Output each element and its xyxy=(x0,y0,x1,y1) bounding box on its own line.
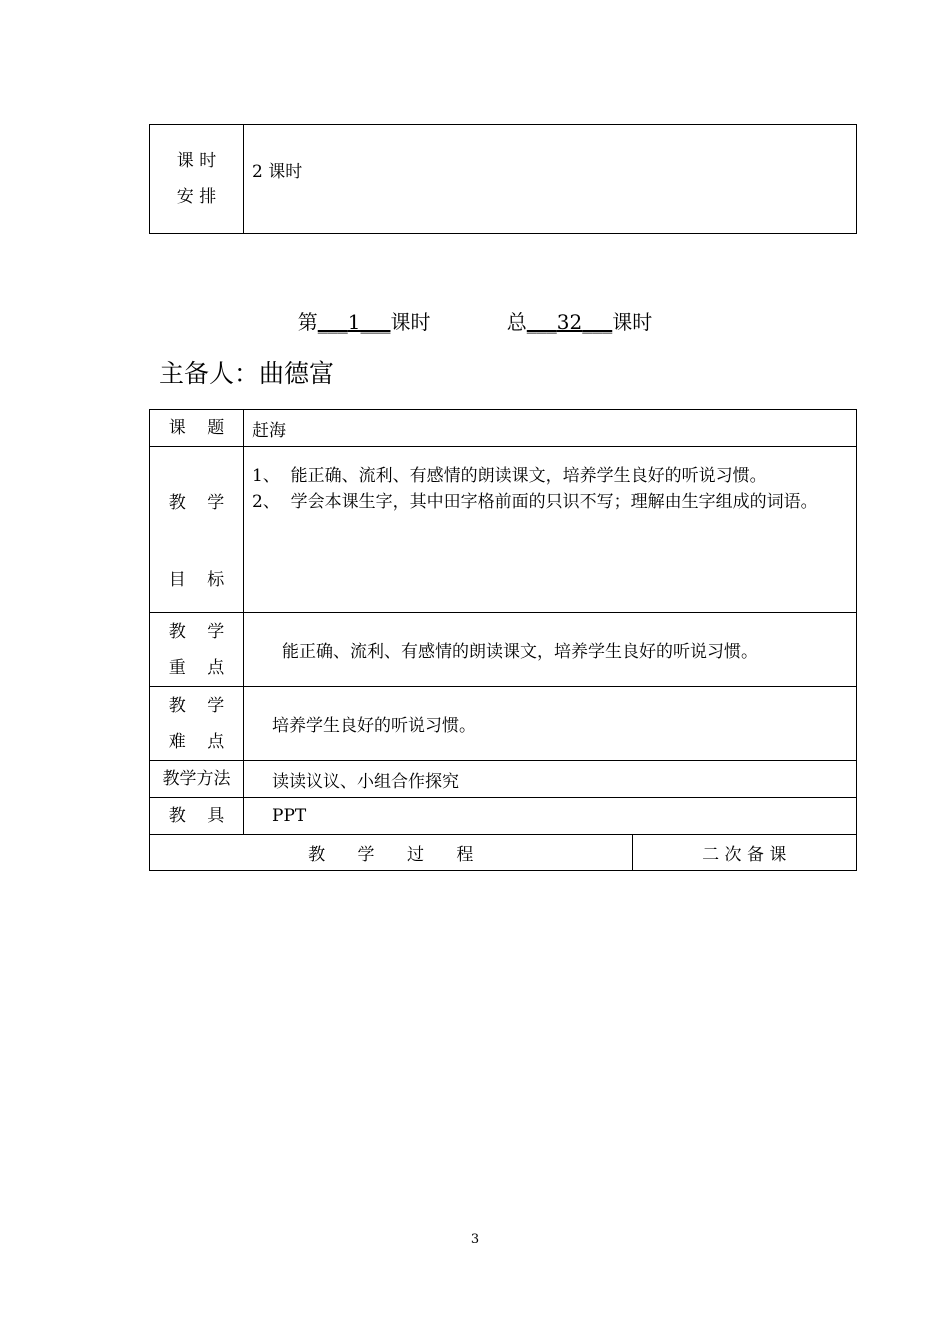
goal-item: 2、 学会本课生字，其中田字格前面的只识不写；理解由生字组成的词语。 xyxy=(252,492,818,512)
second-prep-label: 二 次 备 课 xyxy=(702,845,787,865)
difficulty-label-line1: 教 学 xyxy=(168,695,225,716)
goal-item: 1、 能正确、流利、有感情的朗读课文，培养学生良好的听说习惯。 xyxy=(252,466,767,486)
goal-label xyxy=(150,447,244,613)
preparer: 主备人：曲德富 xyxy=(159,359,335,388)
page-number: 3 xyxy=(470,1232,480,1247)
goal-row xyxy=(150,447,857,613)
key-label-line1: 教 学 xyxy=(168,621,225,642)
session-mid: 课时 xyxy=(390,310,431,334)
session-suffix: 课时 xyxy=(612,310,653,334)
tool-value: PPT xyxy=(244,798,857,835)
lesson-plan-table xyxy=(149,409,857,871)
goal-value xyxy=(244,447,857,613)
process-row xyxy=(150,835,857,871)
process-inner-table xyxy=(150,835,856,870)
topic-row xyxy=(150,410,857,447)
key-row xyxy=(150,613,857,687)
difficulty-value: 培养学生良好的听说习惯。 xyxy=(244,687,857,761)
goal-label-line1: 教 学 xyxy=(168,492,225,513)
session-line xyxy=(0,306,950,335)
session-current: ___1___ xyxy=(317,310,391,334)
method-value: 读读议议、小组合作探究 xyxy=(244,761,857,798)
schedule-label xyxy=(150,125,244,234)
schedule-table xyxy=(149,124,857,234)
method-label: 教学方法 xyxy=(150,761,244,798)
key-value: 能正确、流利、有感情的朗读课文，培养学生良好的听说习惯。 xyxy=(244,613,857,687)
session-total-prefix: 总 xyxy=(506,310,527,334)
schedule-value: 2 课时 xyxy=(244,125,857,234)
process-cell xyxy=(150,835,857,871)
topic-value: 赶海 xyxy=(244,410,857,447)
session-prefix: 第 xyxy=(297,310,318,334)
goal-label-line2: 目 标 xyxy=(168,569,225,590)
session-total: ___32___ xyxy=(526,310,613,334)
difficulty-label xyxy=(150,687,244,761)
tool-label: 教 具 xyxy=(150,798,244,835)
key-label xyxy=(150,613,244,687)
process-label: 教 学 过 程 xyxy=(150,835,632,870)
schedule-label-line2: 安 排 xyxy=(176,187,217,207)
tool-row xyxy=(150,798,857,835)
difficulty-label-line2: 难 点 xyxy=(168,731,225,752)
schedule-label-line1: 课 时 xyxy=(176,151,217,171)
topic-label: 课 题 xyxy=(150,410,244,447)
method-row xyxy=(150,761,857,798)
difficulty-row xyxy=(150,687,857,761)
key-label-line2: 重 点 xyxy=(168,657,225,678)
